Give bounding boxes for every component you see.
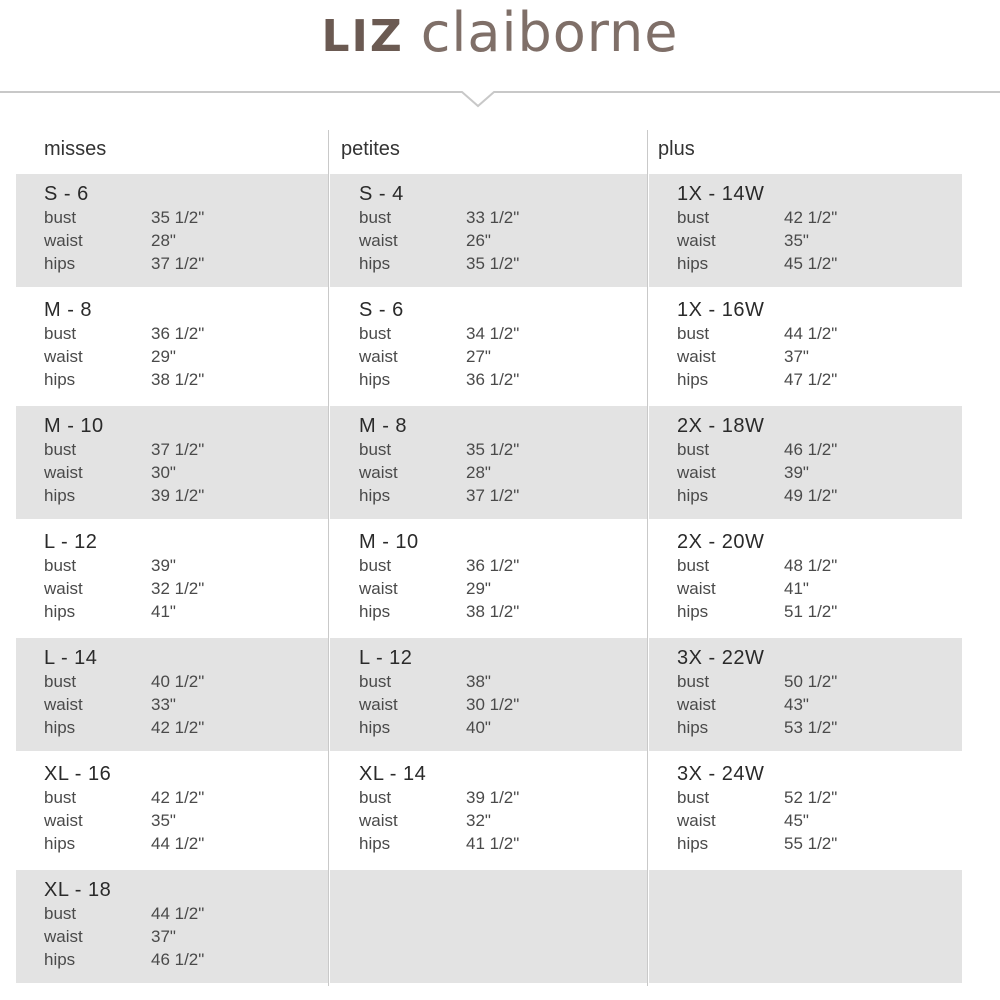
measurement-value: 37 1/2" <box>466 486 520 505</box>
measurement-label: hips <box>44 602 76 621</box>
measurement-value: 39" <box>151 556 176 575</box>
size-cell <box>330 290 647 403</box>
size-cell <box>16 870 328 983</box>
measurement-value: 43" <box>784 695 809 714</box>
measurement-row-waist <box>359 461 647 484</box>
measurement-label: bust <box>44 672 77 691</box>
measurement-row-waist <box>359 693 647 716</box>
measurement-row-hips <box>677 832 962 855</box>
size-cell <box>649 638 962 751</box>
measurement-label: waist <box>359 463 398 482</box>
measurement-value: 53 1/2" <box>784 718 838 737</box>
measurement-value: 35 1/2" <box>466 440 520 459</box>
measurement-label: hips <box>44 370 76 389</box>
measurement-row-bust <box>359 206 647 229</box>
measurement-row-waist <box>44 577 328 600</box>
measurement-value: 33" <box>151 695 176 714</box>
measurement-value: 38 1/2" <box>151 370 205 389</box>
measurement-value: 28" <box>151 231 176 250</box>
measurement-row-bust <box>677 670 962 693</box>
measurement-row-hips <box>677 716 962 739</box>
measurement-value: 36 1/2" <box>466 370 520 389</box>
measurement-value: 27" <box>466 347 491 366</box>
measurement-value: 44 1/2" <box>151 904 205 923</box>
size-label: XL - 18 <box>44 879 112 901</box>
measurement-label: waist <box>44 579 83 598</box>
size-label: 1X - 14W <box>677 183 765 205</box>
measurement-label: bust <box>677 324 710 343</box>
size-cell <box>330 638 647 751</box>
measurement-row-hips <box>359 716 647 739</box>
measurement-row-bust <box>359 554 647 577</box>
size-cell <box>649 522 962 635</box>
measurement-label: hips <box>677 718 709 737</box>
measurement-value: 39 1/2" <box>151 486 205 505</box>
measurement-label: waist <box>359 231 398 250</box>
measurement-label: hips <box>44 834 76 853</box>
measurement-value: 46 1/2" <box>784 440 838 459</box>
brand-logo-part2: claiborne <box>420 1 679 64</box>
size-label: 1X - 16W <box>677 299 765 321</box>
measurement-row-hips <box>677 252 962 275</box>
measurement-row-bust <box>677 322 962 345</box>
measurement-row-hips <box>677 368 962 391</box>
measurement-value: 36 1/2" <box>466 556 520 575</box>
size-cell <box>16 406 328 519</box>
size-label: M - 8 <box>359 415 408 437</box>
measurement-label: waist <box>677 231 716 250</box>
size-label: L - 14 <box>44 647 98 669</box>
measurement-value: 55 1/2" <box>784 834 838 853</box>
measurement-row-waist <box>44 809 328 832</box>
measurement-row-bust <box>44 206 328 229</box>
measurement-row-bust <box>44 670 328 693</box>
measurement-value: 48 1/2" <box>784 556 838 575</box>
measurement-value: 29" <box>466 579 491 598</box>
measurement-row-hips <box>359 600 647 623</box>
measurement-value: 39 1/2" <box>466 788 520 807</box>
measurement-label: waist <box>44 695 83 714</box>
measurement-row-hips <box>44 600 328 623</box>
measurement-label: waist <box>44 927 83 946</box>
size-cell <box>649 290 962 403</box>
measurement-row-bust <box>44 438 328 461</box>
size-label: 3X - 22W <box>677 647 765 669</box>
measurement-value: 36 1/2" <box>151 324 205 343</box>
measurement-value: 30 1/2" <box>466 695 520 714</box>
measurement-row-waist <box>677 345 962 368</box>
measurement-label: bust <box>677 788 710 807</box>
measurement-row-bust <box>44 786 328 809</box>
measurement-value: 46 1/2" <box>151 950 205 969</box>
measurement-label: waist <box>44 231 83 250</box>
measurement-value: 51 1/2" <box>784 602 838 621</box>
measurement-row-waist <box>44 345 328 368</box>
column-heading: misses <box>44 138 107 160</box>
measurement-value: 35" <box>151 811 176 830</box>
measurement-row-hips <box>359 368 647 391</box>
measurement-value: 38 1/2" <box>466 602 520 621</box>
measurement-row-hips <box>44 368 328 391</box>
measurement-row-waist <box>677 229 962 252</box>
measurement-row-bust <box>44 322 328 345</box>
measurement-value: 33 1/2" <box>466 208 520 227</box>
measurement-row-hips <box>359 832 647 855</box>
measurement-row-hips <box>677 484 962 507</box>
size-cell <box>16 522 328 635</box>
measurement-label: bust <box>359 788 392 807</box>
measurement-row-bust <box>359 786 647 809</box>
measurement-row-waist <box>44 925 328 948</box>
size-cell <box>330 406 647 519</box>
measurement-row-hips <box>677 600 962 623</box>
measurement-label: hips <box>359 602 391 621</box>
measurement-label: hips <box>677 602 709 621</box>
size-cell <box>330 754 647 867</box>
measurement-value: 42 1/2" <box>784 208 838 227</box>
measurement-label: hips <box>359 718 391 737</box>
measurement-label: hips <box>677 254 709 273</box>
measurement-label: bust <box>359 556 392 575</box>
measurement-value: 32 1/2" <box>151 579 205 598</box>
measurement-value: 26" <box>466 231 491 250</box>
empty-cell <box>649 870 962 983</box>
measurement-label: waist <box>44 463 83 482</box>
size-label: S - 6 <box>359 299 404 321</box>
measurement-label: hips <box>44 718 76 737</box>
column-heading: plus <box>658 138 695 160</box>
size-cell <box>16 174 328 287</box>
measurement-row-hips <box>359 252 647 275</box>
measurement-label: waist <box>359 347 398 366</box>
measurement-value: 29" <box>151 347 176 366</box>
measurement-row-waist <box>44 229 328 252</box>
measurement-label: bust <box>44 208 77 227</box>
measurement-value: 37" <box>151 927 176 946</box>
measurement-row-bust <box>44 554 328 577</box>
measurement-value: 30" <box>151 463 176 482</box>
size-label: L - 12 <box>44 531 98 553</box>
measurement-value: 35 1/2" <box>466 254 520 273</box>
measurement-row-bust <box>677 206 962 229</box>
measurement-value: 37 1/2" <box>151 440 205 459</box>
measurement-label: bust <box>359 324 392 343</box>
size-label: S - 4 <box>359 183 404 205</box>
measurement-label: bust <box>44 556 77 575</box>
size-chart <box>16 130 962 986</box>
measurement-row-bust <box>359 670 647 693</box>
measurement-value: 41" <box>151 602 176 621</box>
size-label: 2X - 20W <box>677 531 765 553</box>
measurement-row-waist <box>677 577 962 600</box>
size-cell <box>649 754 962 867</box>
column-plus <box>647 130 962 986</box>
measurement-label: bust <box>44 440 77 459</box>
measurement-value: 41 1/2" <box>466 834 520 853</box>
measurement-row-hips <box>44 832 328 855</box>
measurement-label: hips <box>44 486 76 505</box>
size-cell <box>16 290 328 403</box>
measurement-value: 40" <box>466 718 491 737</box>
measurement-label: hips <box>359 254 391 273</box>
size-label: XL - 14 <box>359 763 427 785</box>
measurement-value: 37 1/2" <box>151 254 205 273</box>
measurement-row-bust <box>677 438 962 461</box>
measurement-value: 41" <box>784 579 809 598</box>
size-label: M - 10 <box>44 415 104 437</box>
measurement-row-hips <box>44 252 328 275</box>
measurement-row-waist <box>44 693 328 716</box>
measurement-label: bust <box>359 672 392 691</box>
column-heading: petites <box>341 138 400 160</box>
measurement-row-waist <box>359 229 647 252</box>
measurement-value: 32" <box>466 811 491 830</box>
measurement-label: bust <box>677 208 710 227</box>
measurement-row-waist <box>677 693 962 716</box>
measurement-value: 34 1/2" <box>466 324 520 343</box>
size-cell <box>16 754 328 867</box>
measurement-label: hips <box>359 834 391 853</box>
measurement-label: waist <box>359 695 398 714</box>
measurement-label: waist <box>44 811 83 830</box>
measurement-label: waist <box>677 463 716 482</box>
measurement-label: hips <box>677 370 709 389</box>
size-label: M - 8 <box>44 299 93 321</box>
measurement-row-hips <box>44 484 328 507</box>
measurement-label: waist <box>677 695 716 714</box>
measurement-value: 40 1/2" <box>151 672 205 691</box>
measurement-row-hips <box>44 716 328 739</box>
measurement-row-bust <box>44 902 328 925</box>
size-label: 3X - 24W <box>677 763 765 785</box>
brand-logo <box>0 0 1000 70</box>
measurement-row-bust <box>359 438 647 461</box>
measurement-row-hips <box>44 948 328 971</box>
measurement-value: 42 1/2" <box>151 788 205 807</box>
measurement-row-hips <box>359 484 647 507</box>
measurement-row-bust <box>359 322 647 345</box>
measurement-label: waist <box>677 811 716 830</box>
measurement-label: waist <box>44 347 83 366</box>
measurement-value: 50 1/2" <box>784 672 838 691</box>
measurement-label: bust <box>359 208 392 227</box>
measurement-row-waist <box>359 809 647 832</box>
measurement-value: 44 1/2" <box>151 834 205 853</box>
size-label: 2X - 18W <box>677 415 765 437</box>
measurement-label: bust <box>677 440 710 459</box>
empty-cell <box>330 870 647 983</box>
size-cell <box>330 174 647 287</box>
size-cell <box>649 174 962 287</box>
measurement-label: hips <box>359 486 391 505</box>
measurement-label: bust <box>677 672 710 691</box>
measurement-value: 37" <box>784 347 809 366</box>
column-misses <box>16 130 328 986</box>
brand-logo-part1: LIZ <box>321 11 404 62</box>
size-label: L - 12 <box>359 647 413 669</box>
measurement-value: 52 1/2" <box>784 788 838 807</box>
measurement-value: 39" <box>784 463 809 482</box>
measurement-label: hips <box>677 834 709 853</box>
measurement-value: 49 1/2" <box>784 486 838 505</box>
measurement-label: bust <box>44 788 77 807</box>
measurement-value: 47 1/2" <box>784 370 838 389</box>
measurement-label: hips <box>44 950 76 969</box>
measurement-value: 42 1/2" <box>151 718 205 737</box>
measurement-label: hips <box>359 370 391 389</box>
measurement-row-waist <box>359 577 647 600</box>
measurement-value: 28" <box>466 463 491 482</box>
measurement-value: 38" <box>466 672 491 691</box>
measurement-label: waist <box>359 811 398 830</box>
measurement-label: hips <box>44 254 76 273</box>
measurement-row-bust <box>677 554 962 577</box>
measurement-label: bust <box>44 904 77 923</box>
measurement-label: waist <box>359 579 398 598</box>
header-divider <box>0 90 1000 110</box>
measurement-row-waist <box>677 809 962 832</box>
measurement-label: bust <box>677 556 710 575</box>
measurement-label: hips <box>677 486 709 505</box>
measurement-label: waist <box>677 347 716 366</box>
measurement-value: 45 1/2" <box>784 254 838 273</box>
measurement-row-waist <box>44 461 328 484</box>
measurement-value: 44 1/2" <box>784 324 838 343</box>
measurement-label: waist <box>677 579 716 598</box>
measurement-row-bust <box>677 786 962 809</box>
size-cell <box>330 522 647 635</box>
size-cell <box>649 406 962 519</box>
size-label: XL - 16 <box>44 763 112 785</box>
measurement-value: 35" <box>784 231 809 250</box>
column-petites <box>328 130 647 986</box>
size-label: S - 6 <box>44 183 89 205</box>
measurement-value: 45" <box>784 811 809 830</box>
measurement-value: 35 1/2" <box>151 208 205 227</box>
measurement-label: bust <box>359 440 392 459</box>
measurement-row-waist <box>359 345 647 368</box>
size-cell <box>16 638 328 751</box>
measurement-row-waist <box>677 461 962 484</box>
size-label: M - 10 <box>359 531 419 553</box>
measurement-label: bust <box>44 324 77 343</box>
